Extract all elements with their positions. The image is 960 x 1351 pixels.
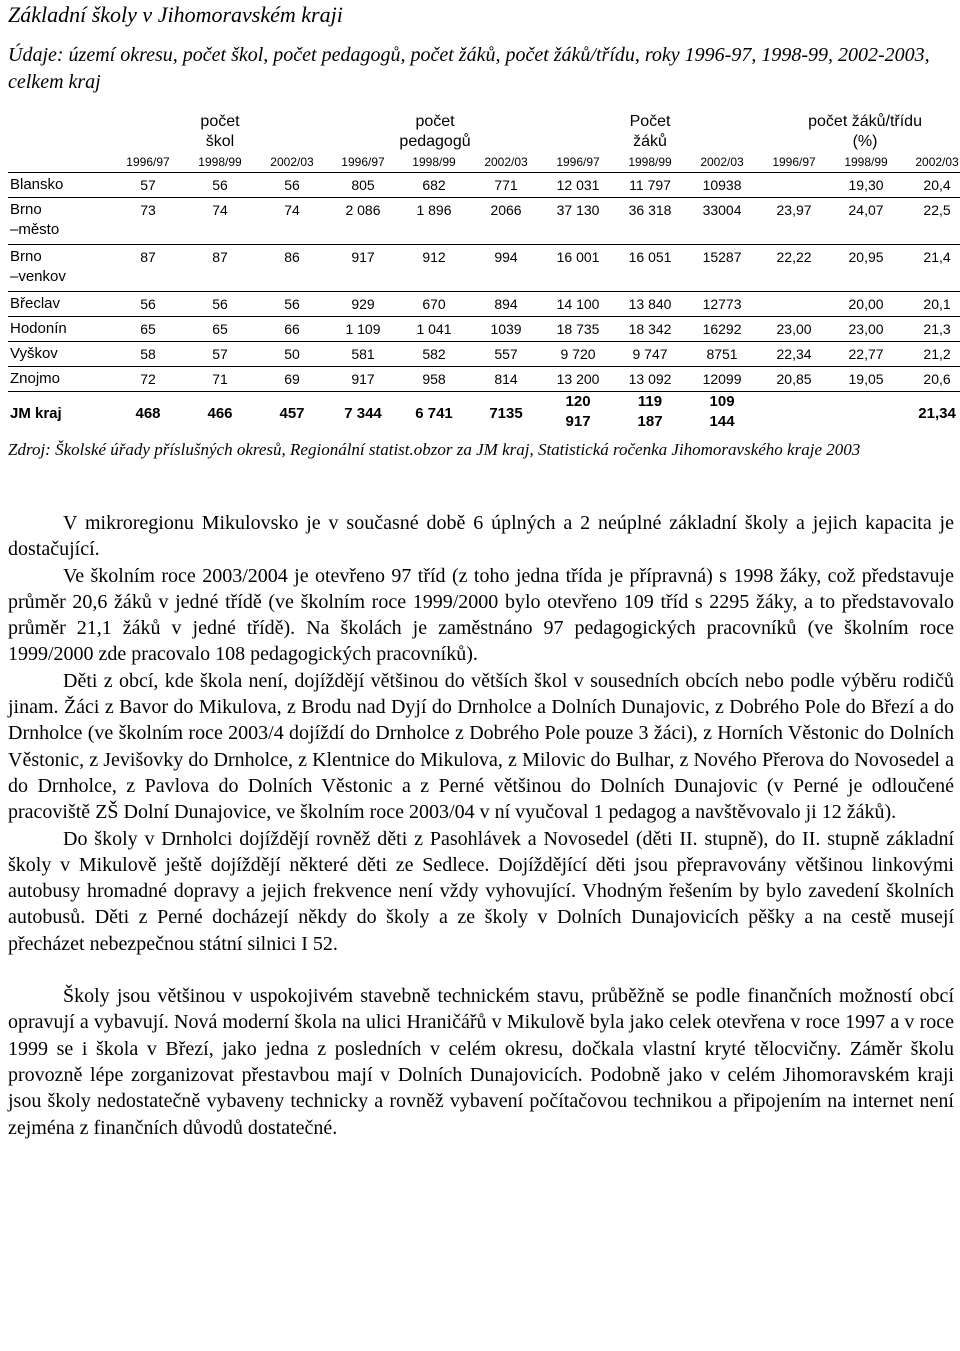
table-cell: 57 (112, 173, 184, 198)
year-header: 2002/03 (902, 152, 960, 173)
table-cell: 33004 (686, 198, 758, 245)
table-cell: 13 092 (614, 367, 686, 392)
total-cell: 457 (279, 405, 305, 422)
table-cell: 24,07 (830, 198, 902, 245)
table-cell: 13 840 (614, 292, 686, 317)
table-row (8, 173, 960, 198)
table-total-row (8, 392, 960, 437)
table-cell: 72 (112, 367, 184, 392)
table-cell: 73 (112, 198, 184, 245)
year-header: 1996/97 (758, 152, 830, 173)
year-header: 1996/97 (328, 152, 398, 173)
table-cell: 16 001 (542, 245, 614, 292)
year-header: 1996/97 (112, 152, 184, 173)
table-cell: 69 (256, 367, 328, 392)
table-cell: 23,00 (758, 317, 830, 342)
table-cell: 57 (184, 342, 256, 367)
row-label: Blansko (8, 173, 112, 198)
table-cell: 917 (328, 245, 398, 292)
table-cell: 1039 (470, 317, 542, 342)
table-cell: 10938 (686, 173, 758, 198)
table-row (8, 245, 960, 292)
table-year-header-row (8, 152, 960, 173)
source-note: Zdroj: Školské úřady příslušných okresů, Regionální statist.obzor za JM kraj, Statistická ročenka Jihomoravského kraje 2003 (8, 440, 861, 459)
table-cell: 74 (184, 198, 256, 245)
table-cell: 9 747 (614, 342, 686, 367)
table-cell: 18 342 (614, 317, 686, 342)
paragraph: Do školy v Drnholci dojíždějí rovněž děti z Pasohlávek a Novosedel (děti II. stupně), do II. stupně základní školy v Mikulově ještě dojíždějí některé děti ze Sedlece. Dojíždějící děti jsou přepravovány většinou linkovými autobusy hromadné dopravy a jejich frekvence není vždy vyhovující. Vhodným řešením by bylo zavedení školních autobusů. Děti z Perné docházejí někdy do školy a ze školy v Dolních Dunajovicích pěšky a na cestě musejí přecházet nebezpečnou státní silnici I 52. (8, 827, 954, 955)
table-cell: 56 (112, 292, 184, 317)
table-cell: 11 797 (614, 173, 686, 198)
table-cell: 771 (470, 173, 542, 198)
group-header-pupils: Počet žáků (629, 113, 671, 150)
year-header: 1998/99 (614, 152, 686, 173)
table-cell: 12 031 (542, 173, 614, 198)
table-cell: 20,85 (758, 367, 830, 392)
schools-table (8, 112, 960, 436)
table-cell: 13 200 (542, 367, 614, 392)
year-header: 2002/03 (256, 152, 328, 173)
table-cell: 894 (470, 292, 542, 317)
table-cell: 2066 (470, 198, 542, 245)
table-cell: 814 (470, 367, 542, 392)
table-row (8, 292, 960, 317)
table-row (8, 317, 960, 342)
table-cell: 74 (256, 198, 328, 245)
year-header: 2002/03 (470, 152, 542, 173)
row-label: Břeclav (8, 292, 112, 317)
table-cell: 22,77 (830, 342, 902, 367)
table-cell: 22,5 (902, 198, 960, 245)
table-cell: 23,00 (830, 317, 902, 342)
row-label: Vyškov (8, 342, 112, 367)
table-cell: 581 (328, 342, 398, 367)
table-cell: 56 (256, 173, 328, 198)
total-cell: 6 741 (415, 405, 453, 422)
row-label: Hodonín (8, 317, 112, 342)
table-cell: 557 (470, 342, 542, 367)
row-label: Brno –venkov (8, 245, 112, 292)
table-cell: 15287 (686, 245, 758, 292)
table-cell: 87 (184, 245, 256, 292)
table-row (8, 367, 960, 392)
group-header-teachers: počet pedagogů (399, 113, 471, 150)
table-cell: 37 130 (542, 198, 614, 245)
total-cell: 7135 (489, 405, 523, 422)
table-cell: 1 896 (398, 198, 470, 245)
table-cell: 20,4 (902, 173, 960, 198)
table-cell: 16 051 (614, 245, 686, 292)
table-cell: 22,22 (758, 245, 830, 292)
table-row (8, 342, 960, 367)
table-cell: 20,00 (830, 292, 902, 317)
group-header-pupils-per-class: počet žáků/třídu (%) (808, 113, 922, 150)
table-cell: 994 (470, 245, 542, 292)
table-cell: 14 100 (542, 292, 614, 317)
table-cell: 12099 (686, 367, 758, 392)
table-cell: 21,3 (902, 317, 960, 342)
table-cell: 66 (256, 317, 328, 342)
table-cell: 23,97 (758, 198, 830, 245)
table-cell: 12773 (686, 292, 758, 317)
paragraph: Ve školním roce 2003/2004 je otevřeno 97 tříd (z toho jedna třída je přípravná) s 1998 žáky, což představuje průměr 20,6 žáků v jedné třídě (ve školním roce 1999/2000 bylo otevřeno 109 tříd s 2295 žáky, a to představovalo průměr 21,1 žáků v jedné třídě). Na školách je zaměstnáno 97 pedagogických pracovníků (ve školním roce 1999/2000 zde pracovalo 108 pedagogických pracovníků). (8, 564, 954, 666)
paragraph: V mikroregionu Mikulovsko je v současné době 6 úplných a 2 neúplné základní školy a jejich kapacita je dostačující. (8, 512, 954, 561)
total-split-cell: 119 187 (637, 393, 663, 430)
table-body (8, 173, 960, 392)
year-header: 1998/99 (398, 152, 470, 173)
table-cell: 65 (184, 317, 256, 342)
table-cell: 20,1 (902, 292, 960, 317)
table-cell: 682 (398, 173, 470, 198)
total-cell: 468 (135, 405, 161, 422)
table-caption: Údaje: území okresu, počet škol, počet pedagogů, počet žáků, počet žáků/třídu, roky 1996-97, 1998-99, 2002-2003, celkem kraj (8, 44, 930, 93)
table-cell: 21,4 (902, 245, 960, 292)
paragraph: Školy jsou většinou v uspokojivém stavebně technickém stavu, průběžně se podle finančních možností obcí opravují a vybavují. Nová moderní škola na ulici Hraničářů v Mikulově byla jako celek otevřena v roce 1997 a v roce 1999 se i škola v Březí, jako jedna z posledních v celém okresu, dočkala vlastní kryté tělocvičny. Záměr školu provozně lépe zorganizovat přestavbou mají v Dolních Dunajovicích. Podobně jako v celém Jihomoravském kraji jsou školy nedostatečně vybaveny technicky a rovněž vybavení počítačovou technikou a připojením na internet není zejména z finančních důvodů dostatečné. (8, 985, 954, 1139)
table-cell: 958 (398, 367, 470, 392)
table-cell: 50 (256, 342, 328, 367)
table-cell: 9 720 (542, 342, 614, 367)
table-cell: 929 (328, 292, 398, 317)
table-cell: 20,95 (830, 245, 902, 292)
table-cell: 917 (328, 367, 398, 392)
table-cell: 670 (398, 292, 470, 317)
table-cell: 912 (398, 245, 470, 292)
total-cell: 466 (207, 405, 233, 422)
table-cell: 1 109 (328, 317, 398, 342)
table-cell: 20,6 (902, 367, 960, 392)
table-cell: 87 (112, 245, 184, 292)
year-header: 1998/99 (830, 152, 902, 173)
page-title: Základní školy v Jihomoravském kraji (8, 2, 343, 27)
table-cell: 22,34 (758, 342, 830, 367)
year-header: 1998/99 (184, 152, 256, 173)
year-header: 2002/03 (686, 152, 758, 173)
body-text (8, 510, 954, 1141)
table-cell: 58 (112, 342, 184, 367)
table-cell: 56 (184, 292, 256, 317)
table-cell: 805 (328, 173, 398, 198)
table-group-header-row (8, 112, 960, 152)
table-cell: 16292 (686, 317, 758, 342)
table-cell: 56 (184, 173, 256, 198)
group-header-schools: počet škol (200, 113, 240, 150)
table-cell (758, 292, 830, 317)
row-label: Brno –město (8, 198, 112, 245)
row-label: Znojmo (8, 367, 112, 392)
table-cell: 21,2 (902, 342, 960, 367)
table-cell: 86 (256, 245, 328, 292)
table-cell: 1 041 (398, 317, 470, 342)
total-ratio-cell: 21,34 (918, 405, 956, 422)
table-cell: 18 735 (542, 317, 614, 342)
table-cell: 65 (112, 317, 184, 342)
year-header: 1996/97 (542, 152, 614, 173)
total-label: JM kraj (10, 405, 62, 422)
table-cell: 19,30 (830, 173, 902, 198)
table-row (8, 198, 960, 245)
total-split-cell: 120 917 (565, 393, 591, 430)
table-cell: 56 (256, 292, 328, 317)
table-cell: 71 (184, 367, 256, 392)
table-cell: 8751 (686, 342, 758, 367)
table-cell: 19,05 (830, 367, 902, 392)
table-cell: 36 318 (614, 198, 686, 245)
table-cell: 582 (398, 342, 470, 367)
paragraph: Děti z obcí, kde škola není, dojíždějí většinou do větších škol v sousedních obcích nebo podle výběru rodičů jinam. Žáci z Bavor do Mikulova, z Brodu nad Dyjí do Drnholce a Dolních Dunajovic, z Dobrého Pole do Březí a do Drnholce (ve školním roce 2003/4 dojíždí do Drnholce z Dobrého Pole pouze 3 žáci), z Horních Věstonic do Dolních Věstonic, z Jevišovky do Drnholce, z Klentnice do Mikulova, z Milovic do Bulhar, z Nového Přerova do Novosedel a do Drnholce, z Pavlova do Dolních Věstonic a z Perné většinou do Dolních Dunajovic (v Perné je odloučené pracoviště ZŠ Dolní Dunajovice, ve školním roce 2003/04 v ní vyučoval 1 pedagog a navštěvovalo ji 12 žáků). (8, 669, 954, 824)
total-cell: 7 344 (344, 405, 382, 422)
table-cell: 2 086 (328, 198, 398, 245)
table-cell (758, 173, 830, 198)
total-split-cell: 109 144 (709, 393, 735, 430)
